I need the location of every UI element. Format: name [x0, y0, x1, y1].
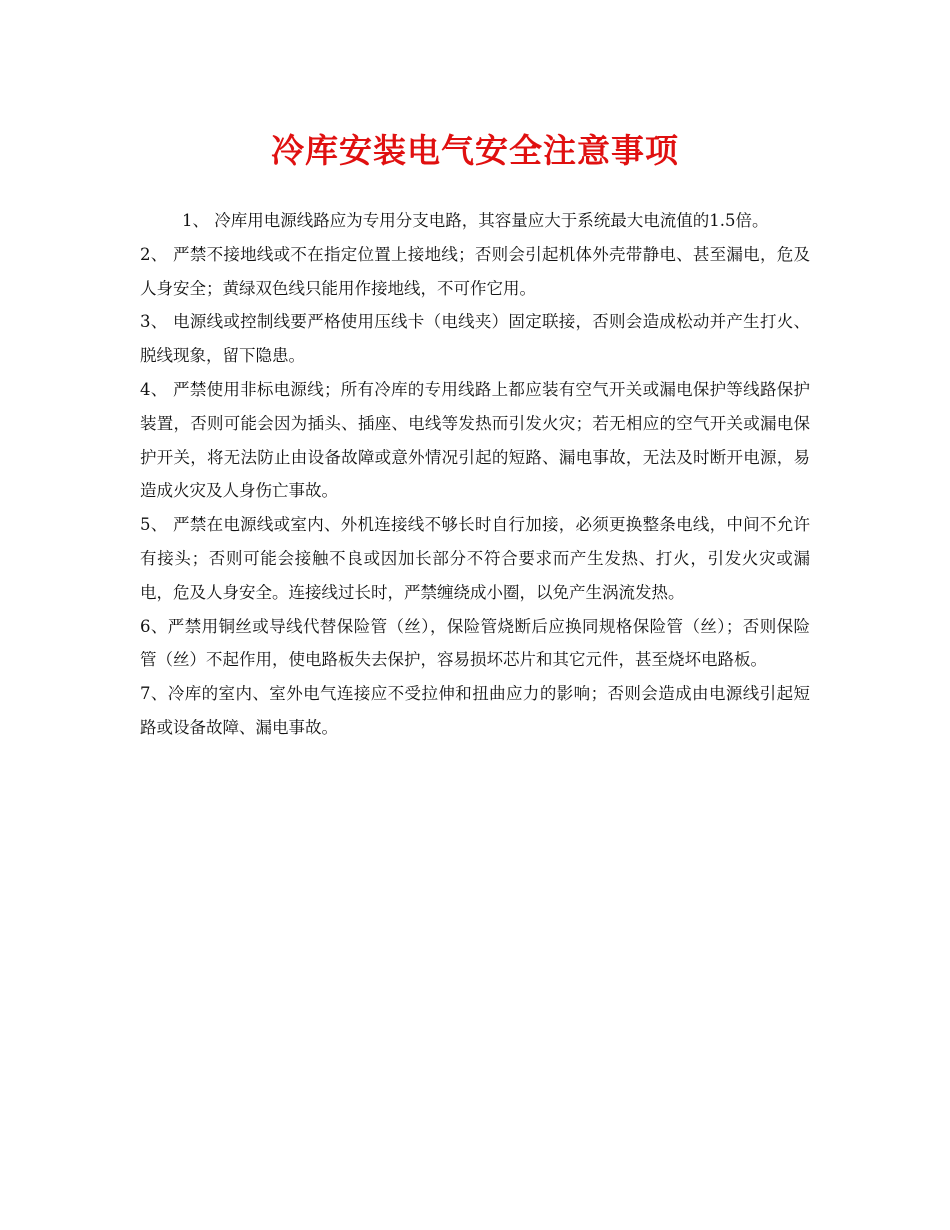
- list-item: 3、 电源线或控制线要严格使用压线卡（电线夹）固定联接，否则会造成松动并产生打火、脱线现象，留下隐患。: [140, 312, 810, 366]
- list-item: 1、 冷库用电源线路应为专用分支电路，其容量应大于系统最大电流值的1.5倍。: [182, 211, 769, 230]
- document-title: 冷库安装电气安全注意事项: [271, 131, 679, 170]
- list-item: 4、 严禁使用非标电源线；所有冷库的专用线路上都应装有空气开关或漏电保护等线路保护装置，否则可能会因为插头、插座、电线等发热而引发火灾；若无相应的空气开关或漏电保护开关，将无法防止由设备故障或意外情况引起的短路、漏电事故，无法及时断开电源，易造成火灾及人身伤亡事故。: [140, 379, 810, 501]
- list-item: 2、 严禁不接地线或不在指定位置上接地线；否则会引起机体外壳带静电、甚至漏电，危及人身安全；黄绿双色线只能用作接地线，不可作它用。: [140, 244, 810, 298]
- list-item: 5、 严禁在电源线或室内、外机连接线不够长时自行加接，必须更换整条电线，中间不允许有接头；否则可能会接触不良或因加长部分不符合要求而产生发热、打火，引发火灾或漏电，危及人身安全。连接线过长时，严禁缠绕成小圈，以免产生涡流发热。: [140, 515, 810, 602]
- document-body: [140, 204, 810, 745]
- list-item: 6、严禁用铜丝或导线代替保险管（丝），保险管烧断后应换同规格保险管（丝）；否则保险管（丝）不起作用，使电路板失去保护，容易损坏芯片和其它元件，甚至烧坏电路板。: [140, 616, 810, 670]
- list-item: 7、冷库的室内、室外电气连接应不受拉伸和扭曲应力的影响；否则会造成由电源线引起短路或设备故障、漏电事故。: [140, 684, 810, 737]
